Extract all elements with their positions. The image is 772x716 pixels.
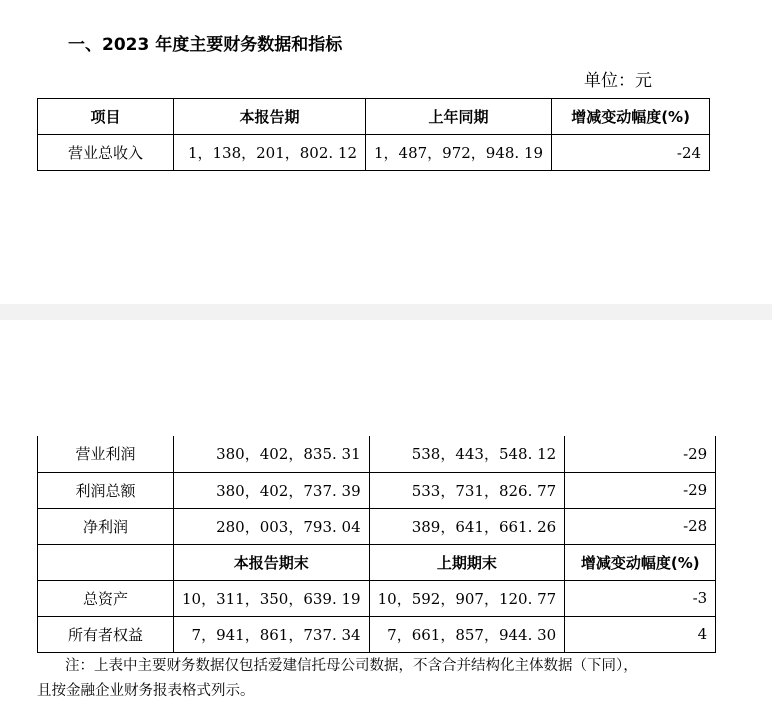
financial-table-top: [37, 98, 710, 171]
current-value: 10，311，350，639. 19: [174, 580, 370, 616]
section-heading: 一、2023 年度主要财务数据和指标: [68, 35, 343, 55]
header-period-end: 本报告期末: [174, 544, 370, 580]
header-item: [38, 544, 174, 580]
change-value: -24: [552, 135, 710, 171]
header-change-pct: 增减变动幅度(%): [552, 99, 710, 135]
prior-value: 7，661，857，944. 30: [369, 616, 565, 652]
footnote-line: 注：上表中主要财务数据仅包括爱建信托母公司数据，不含合并结构化主体数据（下同），: [65, 658, 638, 674]
table-row: [38, 472, 716, 508]
row-label: 净利润: [38, 508, 174, 544]
change-value: -3: [565, 580, 716, 616]
header-prior-period-end: 上期期末: [369, 544, 565, 580]
header-current-period: 本报告期: [174, 99, 366, 135]
prior-value: 533，731，826. 77: [369, 472, 565, 508]
balance-header-row: [38, 544, 716, 580]
prior-value: 538，443，548. 12: [369, 436, 565, 472]
table-row: [38, 580, 716, 616]
prior-value: 389，641，661. 26: [369, 508, 565, 544]
change-value: 4: [565, 616, 716, 652]
header-change-pct: 增减变动幅度(%): [565, 544, 716, 580]
table-header-row: [38, 99, 710, 135]
page-break-gap: [0, 304, 772, 320]
financial-table-bottom: [37, 436, 716, 653]
prior-value: 10，592，907，120. 77: [369, 580, 565, 616]
row-label: 所有者权益: [38, 616, 174, 652]
table-footnote: [37, 654, 737, 704]
row-label: 营业利润: [38, 436, 174, 472]
change-value: -29: [565, 436, 716, 472]
footnote-line: 且按金融企业财务报表格式列示。: [37, 683, 255, 699]
prior-value: 1，487，972，948. 19: [366, 135, 552, 171]
change-value: -29: [565, 472, 716, 508]
current-value: 380，402，835. 31: [174, 436, 370, 472]
current-value: 7，941，861，737. 34: [174, 616, 370, 652]
table-row: [38, 616, 716, 652]
change-value: -28: [565, 508, 716, 544]
current-value: 1，138，201，802. 12: [174, 135, 366, 171]
row-label: 营业总收入: [38, 135, 174, 171]
current-value: 280，003，793. 04: [174, 508, 370, 544]
row-label: 利润总额: [38, 472, 174, 508]
unit-label: 单位：元: [584, 71, 652, 91]
table-row: [38, 135, 710, 171]
row-label: 总资产: [38, 580, 174, 616]
table-row: [38, 436, 716, 472]
table-row: [38, 508, 716, 544]
header-prior-period: 上年同期: [366, 99, 552, 135]
header-item: 项目: [38, 99, 174, 135]
current-value: 380，402，737. 39: [174, 472, 370, 508]
